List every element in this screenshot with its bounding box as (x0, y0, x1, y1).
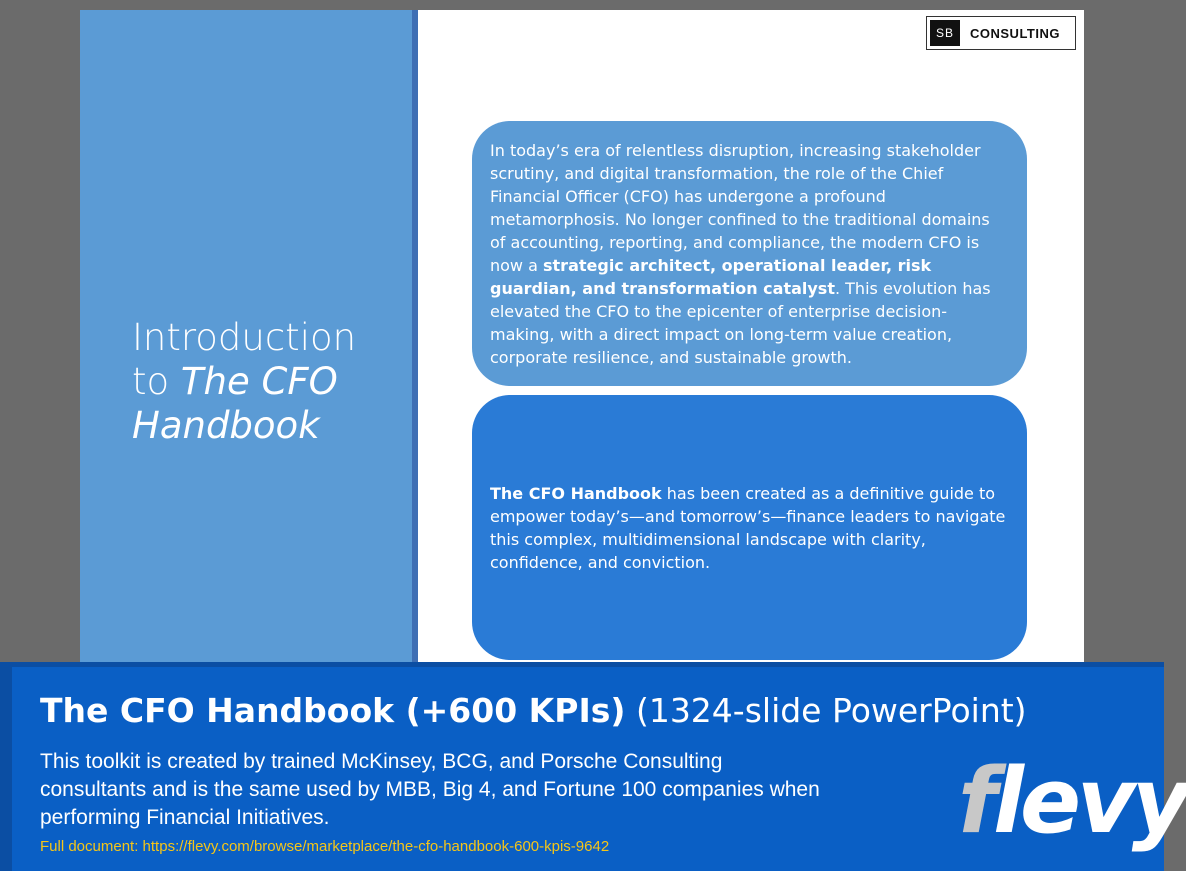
banner-title-bold: The CFO Handbook (+600 KPIs) (40, 691, 626, 730)
slide (80, 10, 1084, 662)
intro-text-a: In today’s era of relentless disruption, increasing stakeholder scrutiny, and digital transformation, the role of the Chief Financial Officer (CFO) has undergone a profound metamorphosis. No longer confined to the traditional domains of accounting, reporting, and compliance, the modern CFO is now a (490, 141, 990, 275)
intro-text-bold: strategic architect, operational leader, risk guardian, and transformation catalyst (490, 256, 932, 298)
handbook-text-bold: The CFO Handbook (490, 483, 662, 503)
intro-text-b: . This evolution has elevated the CFO to the epicenter of enterprise decision-making, with a direct impact on long-term value creation, corporate resilience, and sustainable growth. (490, 279, 991, 367)
logo-text: CONSULTING (970, 25, 1060, 41)
banner-left-edge (0, 662, 12, 871)
banner-title (40, 690, 1027, 732)
banner-description: This toolkit is created by trained McKinsey, BCG, and Porsche Consulting consultants and is the same used by MBB, Big 4, and Fortune 100 companies when performing Financial Initiatives. (40, 750, 820, 829)
slide-title-italic: The CFO Handbook (132, 360, 338, 447)
handbook-paragraph (490, 482, 1009, 574)
slide-title (132, 316, 392, 448)
intro-text-box (472, 121, 1027, 386)
handbook-text: has been created as a definitive guide to empower today’s—and tomorrow’s—finance leaders to navigate this complex, multidimensional landscape with clarity, confidence, and conviction. (490, 483, 1006, 572)
slide-divider (412, 10, 418, 662)
banner-title-light: (1324-slide PowerPoint) (625, 691, 1027, 730)
logo-mark: SB (930, 20, 960, 46)
slide-title-prefix: to (132, 360, 181, 403)
flevy-logo-f: f (958, 749, 994, 854)
flevy-logo-rest: levy (993, 749, 1186, 854)
handbook-text-box (472, 395, 1027, 660)
banner-top-rule (0, 662, 1164, 667)
full-document-link[interactable]: Full document: https://flevy.com/browse/marketplace/the-cfo-handbook-600-kpis-9642 (40, 838, 610, 855)
flevy-logo[interactable] (958, 749, 1186, 854)
slide-title-line1: Introduction (132, 316, 357, 359)
intro-paragraph (490, 139, 1009, 369)
sb-consulting-logo (926, 16, 1076, 50)
